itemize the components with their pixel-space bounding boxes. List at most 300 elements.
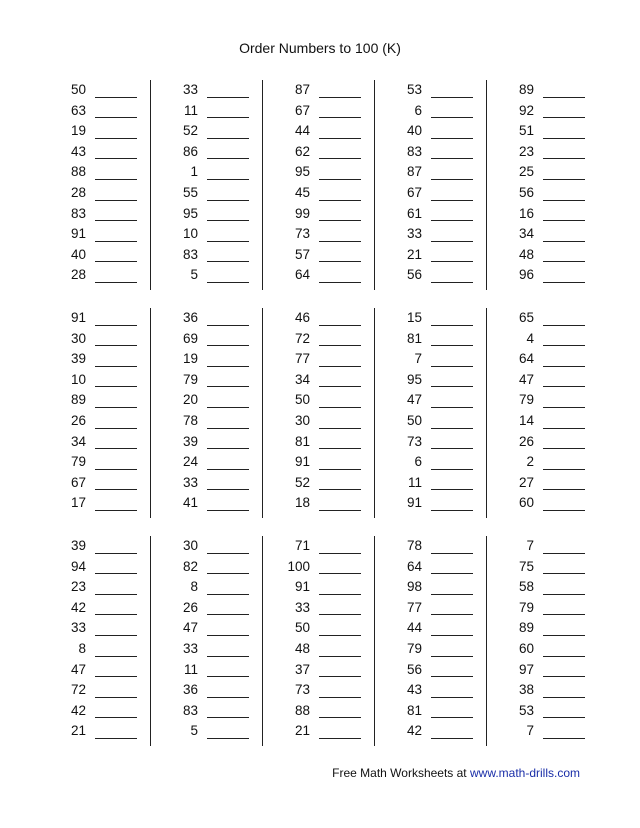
- number-value: 33: [70, 620, 86, 636]
- answer-blank[interactable]: [431, 220, 473, 221]
- answer-blank[interactable]: [543, 676, 585, 677]
- number-column: [394, 308, 506, 518]
- number-value: 79: [182, 371, 198, 387]
- number-column: [282, 308, 394, 518]
- answer-blank[interactable]: [319, 241, 361, 242]
- number-value: 69: [182, 330, 198, 346]
- number-item: [282, 536, 394, 557]
- answer-blank[interactable]: [319, 386, 361, 387]
- number-value: 17: [70, 495, 86, 511]
- number-value: 55: [182, 185, 198, 200]
- number-value: 1: [190, 164, 198, 180]
- number-value: 39: [70, 538, 86, 553]
- answer-blank[interactable]: [319, 97, 361, 98]
- answer-blank[interactable]: [543, 553, 585, 554]
- answer-blank[interactable]: [95, 635, 137, 636]
- answer-blank[interactable]: [207, 345, 249, 346]
- number-item: [394, 224, 506, 245]
- number-item: [282, 660, 394, 681]
- number-item: [506, 101, 618, 122]
- answer-blank[interactable]: [319, 138, 361, 139]
- number-item: [170, 473, 282, 494]
- answer-blank[interactable]: [207, 448, 249, 449]
- number-item: [394, 577, 506, 598]
- number-value: 83: [182, 702, 198, 718]
- answer-blank[interactable]: [543, 573, 585, 574]
- number-value: 73: [294, 226, 310, 242]
- answer-blank[interactable]: [543, 407, 585, 408]
- number-value: 8: [78, 641, 86, 656]
- number-value: 50: [70, 82, 86, 97]
- number-item: [394, 680, 506, 701]
- answer-blank[interactable]: [431, 428, 473, 429]
- number-item: [170, 142, 282, 163]
- answer-blank[interactable]: [207, 325, 249, 326]
- answer-blank[interactable]: [207, 282, 249, 283]
- answer-blank[interactable]: [207, 697, 249, 698]
- number-item: [506, 473, 618, 494]
- number-value: 95: [182, 205, 198, 221]
- number-item: [282, 618, 394, 639]
- number-value: 64: [294, 267, 310, 283]
- answer-blank[interactable]: [319, 635, 361, 636]
- answer-blank[interactable]: [95, 428, 137, 429]
- number-item: [394, 204, 506, 225]
- answer-blank[interactable]: [543, 220, 585, 221]
- number-item: [282, 265, 394, 286]
- answer-blank[interactable]: [207, 635, 249, 636]
- number-value: 30: [294, 413, 310, 428]
- answer-blank[interactable]: [319, 553, 361, 554]
- answer-blank[interactable]: [95, 594, 137, 595]
- answer-blank[interactable]: [319, 158, 361, 159]
- number-value: 67: [294, 102, 310, 118]
- number-value: 91: [70, 226, 86, 242]
- answer-blank[interactable]: [319, 345, 361, 346]
- answer-blank[interactable]: [431, 738, 473, 739]
- answer-blank[interactable]: [95, 697, 137, 698]
- answer-blank[interactable]: [543, 428, 585, 429]
- answer-blank[interactable]: [207, 366, 249, 367]
- number-value: 64: [518, 351, 534, 367]
- number-value: 86: [182, 143, 198, 159]
- number-value: 39: [70, 351, 86, 367]
- number-value: 79: [518, 392, 534, 408]
- answer-blank[interactable]: [319, 717, 361, 718]
- number-item: [394, 536, 506, 557]
- answer-blank[interactable]: [543, 97, 585, 98]
- answer-blank[interactable]: [95, 614, 137, 615]
- number-value: 10: [182, 226, 198, 242]
- number-value: 33: [182, 474, 198, 490]
- number-value: 62: [294, 143, 310, 159]
- answer-blank[interactable]: [207, 738, 249, 739]
- number-item: [170, 639, 282, 660]
- number-value: 45: [294, 185, 310, 200]
- number-item: [282, 721, 394, 742]
- answer-blank[interactable]: [319, 510, 361, 511]
- answer-blank[interactable]: [95, 386, 137, 387]
- answer-blank[interactable]: [319, 261, 361, 262]
- answer-blank[interactable]: [207, 676, 249, 677]
- number-item: [58, 224, 170, 245]
- number-item: [282, 245, 394, 266]
- number-item: [170, 80, 282, 101]
- answer-blank[interactable]: [207, 97, 249, 98]
- number-block: [0, 536, 640, 746]
- answer-blank[interactable]: [95, 282, 137, 283]
- number-value: 44: [294, 123, 310, 139]
- answer-blank[interactable]: [207, 717, 249, 718]
- answer-blank[interactable]: [207, 489, 249, 490]
- answer-blank[interactable]: [431, 697, 473, 698]
- answer-blank[interactable]: [319, 117, 361, 118]
- number-value: 46: [294, 310, 310, 325]
- number-column: [506, 308, 618, 518]
- number-value: 91: [406, 495, 422, 511]
- number-value: 48: [294, 641, 310, 656]
- answer-blank[interactable]: [543, 738, 585, 739]
- number-value: 7: [526, 538, 534, 553]
- number-value: 58: [518, 579, 534, 595]
- answer-blank[interactable]: [95, 117, 137, 118]
- number-value: 40: [70, 246, 86, 262]
- answer-blank[interactable]: [95, 220, 137, 221]
- number-item: [506, 701, 618, 722]
- answer-blank[interactable]: [543, 614, 585, 615]
- answer-blank[interactable]: [319, 200, 361, 201]
- number-value: 72: [70, 682, 86, 698]
- answer-blank[interactable]: [95, 656, 137, 657]
- answer-blank[interactable]: [543, 261, 585, 262]
- number-value: 7: [414, 351, 422, 367]
- answer-blank[interactable]: [431, 138, 473, 139]
- answer-blank[interactable]: [431, 282, 473, 283]
- answer-blank[interactable]: [431, 179, 473, 180]
- answer-blank[interactable]: [95, 179, 137, 180]
- number-value: 56: [406, 267, 422, 283]
- worksheet-title: Order Numbers to 100 (K): [239, 40, 401, 56]
- answer-blank[interactable]: [431, 200, 473, 201]
- answer-blank[interactable]: [431, 261, 473, 262]
- answer-blank[interactable]: [95, 325, 137, 326]
- number-item: [506, 308, 618, 329]
- number-value: 11: [407, 474, 422, 490]
- number-value: 67: [70, 474, 86, 490]
- answer-blank[interactable]: [431, 656, 473, 657]
- answer-blank[interactable]: [319, 697, 361, 698]
- number-item: [394, 265, 506, 286]
- answer-blank[interactable]: [95, 510, 137, 511]
- number-column: [170, 80, 282, 290]
- number-item: [58, 265, 170, 286]
- footer-link[interactable]: www.math-drills.com: [469, 766, 580, 780]
- answer-blank[interactable]: [431, 553, 473, 554]
- answer-blank[interactable]: [207, 200, 249, 201]
- answer-blank[interactable]: [543, 325, 585, 326]
- number-item: [58, 80, 170, 101]
- answer-blank[interactable]: [543, 594, 585, 595]
- number-value: 98: [406, 579, 422, 595]
- number-value: 25: [518, 164, 534, 180]
- answer-blank[interactable]: [207, 553, 249, 554]
- answer-blank[interactable]: [319, 738, 361, 739]
- number-item: [58, 308, 170, 329]
- answer-blank[interactable]: [95, 448, 137, 449]
- number-value: 41: [182, 495, 198, 511]
- number-value: 37: [294, 661, 310, 677]
- answer-blank[interactable]: [431, 469, 473, 470]
- answer-blank[interactable]: [207, 158, 249, 159]
- answer-blank[interactable]: [319, 614, 361, 615]
- number-item: [394, 557, 506, 578]
- number-item: [394, 701, 506, 722]
- answer-blank[interactable]: [95, 241, 137, 242]
- number-item: [58, 142, 170, 163]
- answer-blank[interactable]: [543, 200, 585, 201]
- number-value: 50: [406, 413, 422, 428]
- number-value: 79: [406, 641, 422, 656]
- number-value: 33: [182, 641, 198, 656]
- answer-blank[interactable]: [431, 573, 473, 574]
- number-item: [170, 536, 282, 557]
- answer-blank[interactable]: [543, 179, 585, 180]
- number-item: [506, 142, 618, 163]
- number-value: 60: [518, 641, 534, 656]
- answer-blank[interactable]: [543, 717, 585, 718]
- number-item: [170, 308, 282, 329]
- number-value: 60: [518, 495, 534, 511]
- answer-blank[interactable]: [543, 117, 585, 118]
- number-item: [170, 265, 282, 286]
- answer-blank[interactable]: [207, 386, 249, 387]
- number-value: 56: [518, 185, 534, 200]
- number-value: 26: [182, 599, 198, 615]
- number-value: 81: [294, 433, 310, 449]
- answer-blank[interactable]: [207, 594, 249, 595]
- answer-blank[interactable]: [431, 489, 473, 490]
- answer-blank[interactable]: [95, 345, 137, 346]
- number-item: [170, 577, 282, 598]
- answer-blank[interactable]: [431, 448, 473, 449]
- number-value: 43: [406, 682, 422, 698]
- number-value: 89: [70, 392, 86, 408]
- answer-blank[interactable]: [95, 138, 137, 139]
- answer-blank[interactable]: [543, 282, 585, 283]
- number-item: [170, 204, 282, 225]
- number-item: [170, 411, 282, 432]
- number-value: 95: [294, 164, 310, 180]
- answer-blank[interactable]: [319, 594, 361, 595]
- answer-blank[interactable]: [207, 407, 249, 408]
- number-value: 51: [518, 123, 534, 139]
- answer-blank[interactable]: [543, 448, 585, 449]
- answer-blank[interactable]: [95, 717, 137, 718]
- number-value: 73: [406, 433, 422, 449]
- number-item: [394, 390, 506, 411]
- answer-blank[interactable]: [431, 676, 473, 677]
- number-value: 91: [70, 310, 86, 325]
- answer-blank[interactable]: [431, 614, 473, 615]
- number-column: [394, 536, 506, 746]
- number-value: 64: [406, 558, 422, 574]
- answer-blank[interactable]: [207, 573, 249, 574]
- number-item: [506, 618, 618, 639]
- answer-blank[interactable]: [319, 282, 361, 283]
- number-value: 39: [182, 433, 198, 449]
- number-value: 92: [518, 102, 534, 118]
- answer-blank[interactable]: [543, 697, 585, 698]
- answer-blank[interactable]: [207, 614, 249, 615]
- number-value: 77: [406, 599, 422, 615]
- number-item: [506, 121, 618, 142]
- number-value: 28: [70, 185, 86, 200]
- number-item: [170, 245, 282, 266]
- number-item: [282, 390, 394, 411]
- answer-blank[interactable]: [431, 366, 473, 367]
- number-value: 42: [70, 702, 86, 718]
- number-item: [506, 721, 618, 742]
- answer-blank[interactable]: [319, 448, 361, 449]
- number-value: 83: [406, 143, 422, 159]
- number-item: [170, 224, 282, 245]
- number-value: 38: [518, 682, 534, 698]
- number-column: [506, 536, 618, 746]
- number-value: 72: [294, 330, 310, 346]
- answer-blank[interactable]: [431, 407, 473, 408]
- answer-blank[interactable]: [95, 200, 137, 201]
- answer-blank[interactable]: [207, 117, 249, 118]
- answer-blank[interactable]: [431, 635, 473, 636]
- number-item: [394, 660, 506, 681]
- answer-blank[interactable]: [431, 158, 473, 159]
- answer-blank[interactable]: [207, 179, 249, 180]
- number-item: [282, 370, 394, 391]
- answer-blank[interactable]: [95, 469, 137, 470]
- answer-blank[interactable]: [95, 573, 137, 574]
- answer-blank[interactable]: [95, 158, 137, 159]
- answer-blank[interactable]: [95, 407, 137, 408]
- answer-blank[interactable]: [207, 241, 249, 242]
- number-value: 52: [182, 123, 198, 139]
- number-item: [282, 142, 394, 163]
- number-value: 79: [70, 454, 86, 470]
- answer-blank[interactable]: [543, 635, 585, 636]
- number-item: [394, 493, 506, 514]
- number-column: [58, 80, 170, 290]
- number-value: 33: [406, 226, 422, 242]
- answer-blank[interactable]: [207, 469, 249, 470]
- answer-blank[interactable]: [431, 241, 473, 242]
- answer-blank[interactable]: [95, 738, 137, 739]
- number-item: [170, 349, 282, 370]
- number-item: [394, 432, 506, 453]
- answer-blank[interactable]: [543, 138, 585, 139]
- answer-blank[interactable]: [319, 428, 361, 429]
- answer-blank[interactable]: [207, 428, 249, 429]
- answer-blank[interactable]: [431, 717, 473, 718]
- number-value: 63: [70, 102, 86, 118]
- answer-blank[interactable]: [319, 220, 361, 221]
- number-value: 23: [70, 579, 86, 595]
- number-item: [282, 577, 394, 598]
- number-value: 71: [294, 538, 310, 553]
- number-item: [506, 639, 618, 660]
- answer-blank[interactable]: [95, 489, 137, 490]
- answer-blank[interactable]: [543, 469, 585, 470]
- number-value: 97: [518, 661, 534, 677]
- answer-blank[interactable]: [543, 158, 585, 159]
- number-value: 19: [70, 123, 86, 139]
- answer-blank[interactable]: [95, 261, 137, 262]
- answer-blank[interactable]: [431, 325, 473, 326]
- answer-blank[interactable]: [207, 220, 249, 221]
- number-value: 40: [406, 123, 422, 139]
- number-item: [394, 721, 506, 742]
- answer-blank[interactable]: [95, 366, 137, 367]
- number-value: 81: [406, 702, 422, 718]
- number-value: 36: [182, 682, 198, 698]
- answer-blank[interactable]: [207, 510, 249, 511]
- number-value: 42: [406, 723, 422, 739]
- number-item: [58, 493, 170, 514]
- answer-blank[interactable]: [543, 241, 585, 242]
- answer-blank[interactable]: [543, 345, 585, 346]
- number-value: 53: [406, 82, 422, 97]
- answer-blank[interactable]: [319, 407, 361, 408]
- number-value: 78: [406, 538, 422, 553]
- answer-blank[interactable]: [319, 469, 361, 470]
- answer-blank[interactable]: [431, 97, 473, 98]
- answer-blank[interactable]: [95, 97, 137, 98]
- answer-blank[interactable]: [431, 510, 473, 511]
- answer-blank[interactable]: [431, 345, 473, 346]
- number-item: [394, 245, 506, 266]
- number-item: [58, 370, 170, 391]
- number-item: [506, 329, 618, 350]
- answer-blank[interactable]: [95, 676, 137, 677]
- answer-blank[interactable]: [95, 553, 137, 554]
- number-value: 16: [518, 205, 534, 221]
- answer-blank[interactable]: [319, 656, 361, 657]
- answer-blank[interactable]: [431, 594, 473, 595]
- answer-blank[interactable]: [207, 656, 249, 657]
- number-item: [282, 432, 394, 453]
- answer-blank[interactable]: [543, 366, 585, 367]
- answer-blank[interactable]: [543, 656, 585, 657]
- answer-blank[interactable]: [319, 676, 361, 677]
- answer-blank[interactable]: [319, 325, 361, 326]
- answer-blank[interactable]: [543, 510, 585, 511]
- answer-blank[interactable]: [543, 386, 585, 387]
- number-value: 5: [190, 723, 198, 739]
- number-value: 20: [182, 392, 198, 408]
- answer-blank[interactable]: [319, 179, 361, 180]
- number-item: [506, 452, 618, 473]
- answer-blank[interactable]: [431, 117, 473, 118]
- answer-blank[interactable]: [319, 489, 361, 490]
- answer-blank[interactable]: [207, 261, 249, 262]
- answer-blank[interactable]: [207, 138, 249, 139]
- answer-blank[interactable]: [319, 366, 361, 367]
- answer-blank[interactable]: [319, 573, 361, 574]
- answer-blank[interactable]: [431, 386, 473, 387]
- number-value: 33: [294, 599, 310, 615]
- number-value: 87: [294, 82, 310, 97]
- number-value: 47: [518, 371, 534, 387]
- answer-blank[interactable]: [543, 489, 585, 490]
- number-value: 91: [294, 579, 310, 595]
